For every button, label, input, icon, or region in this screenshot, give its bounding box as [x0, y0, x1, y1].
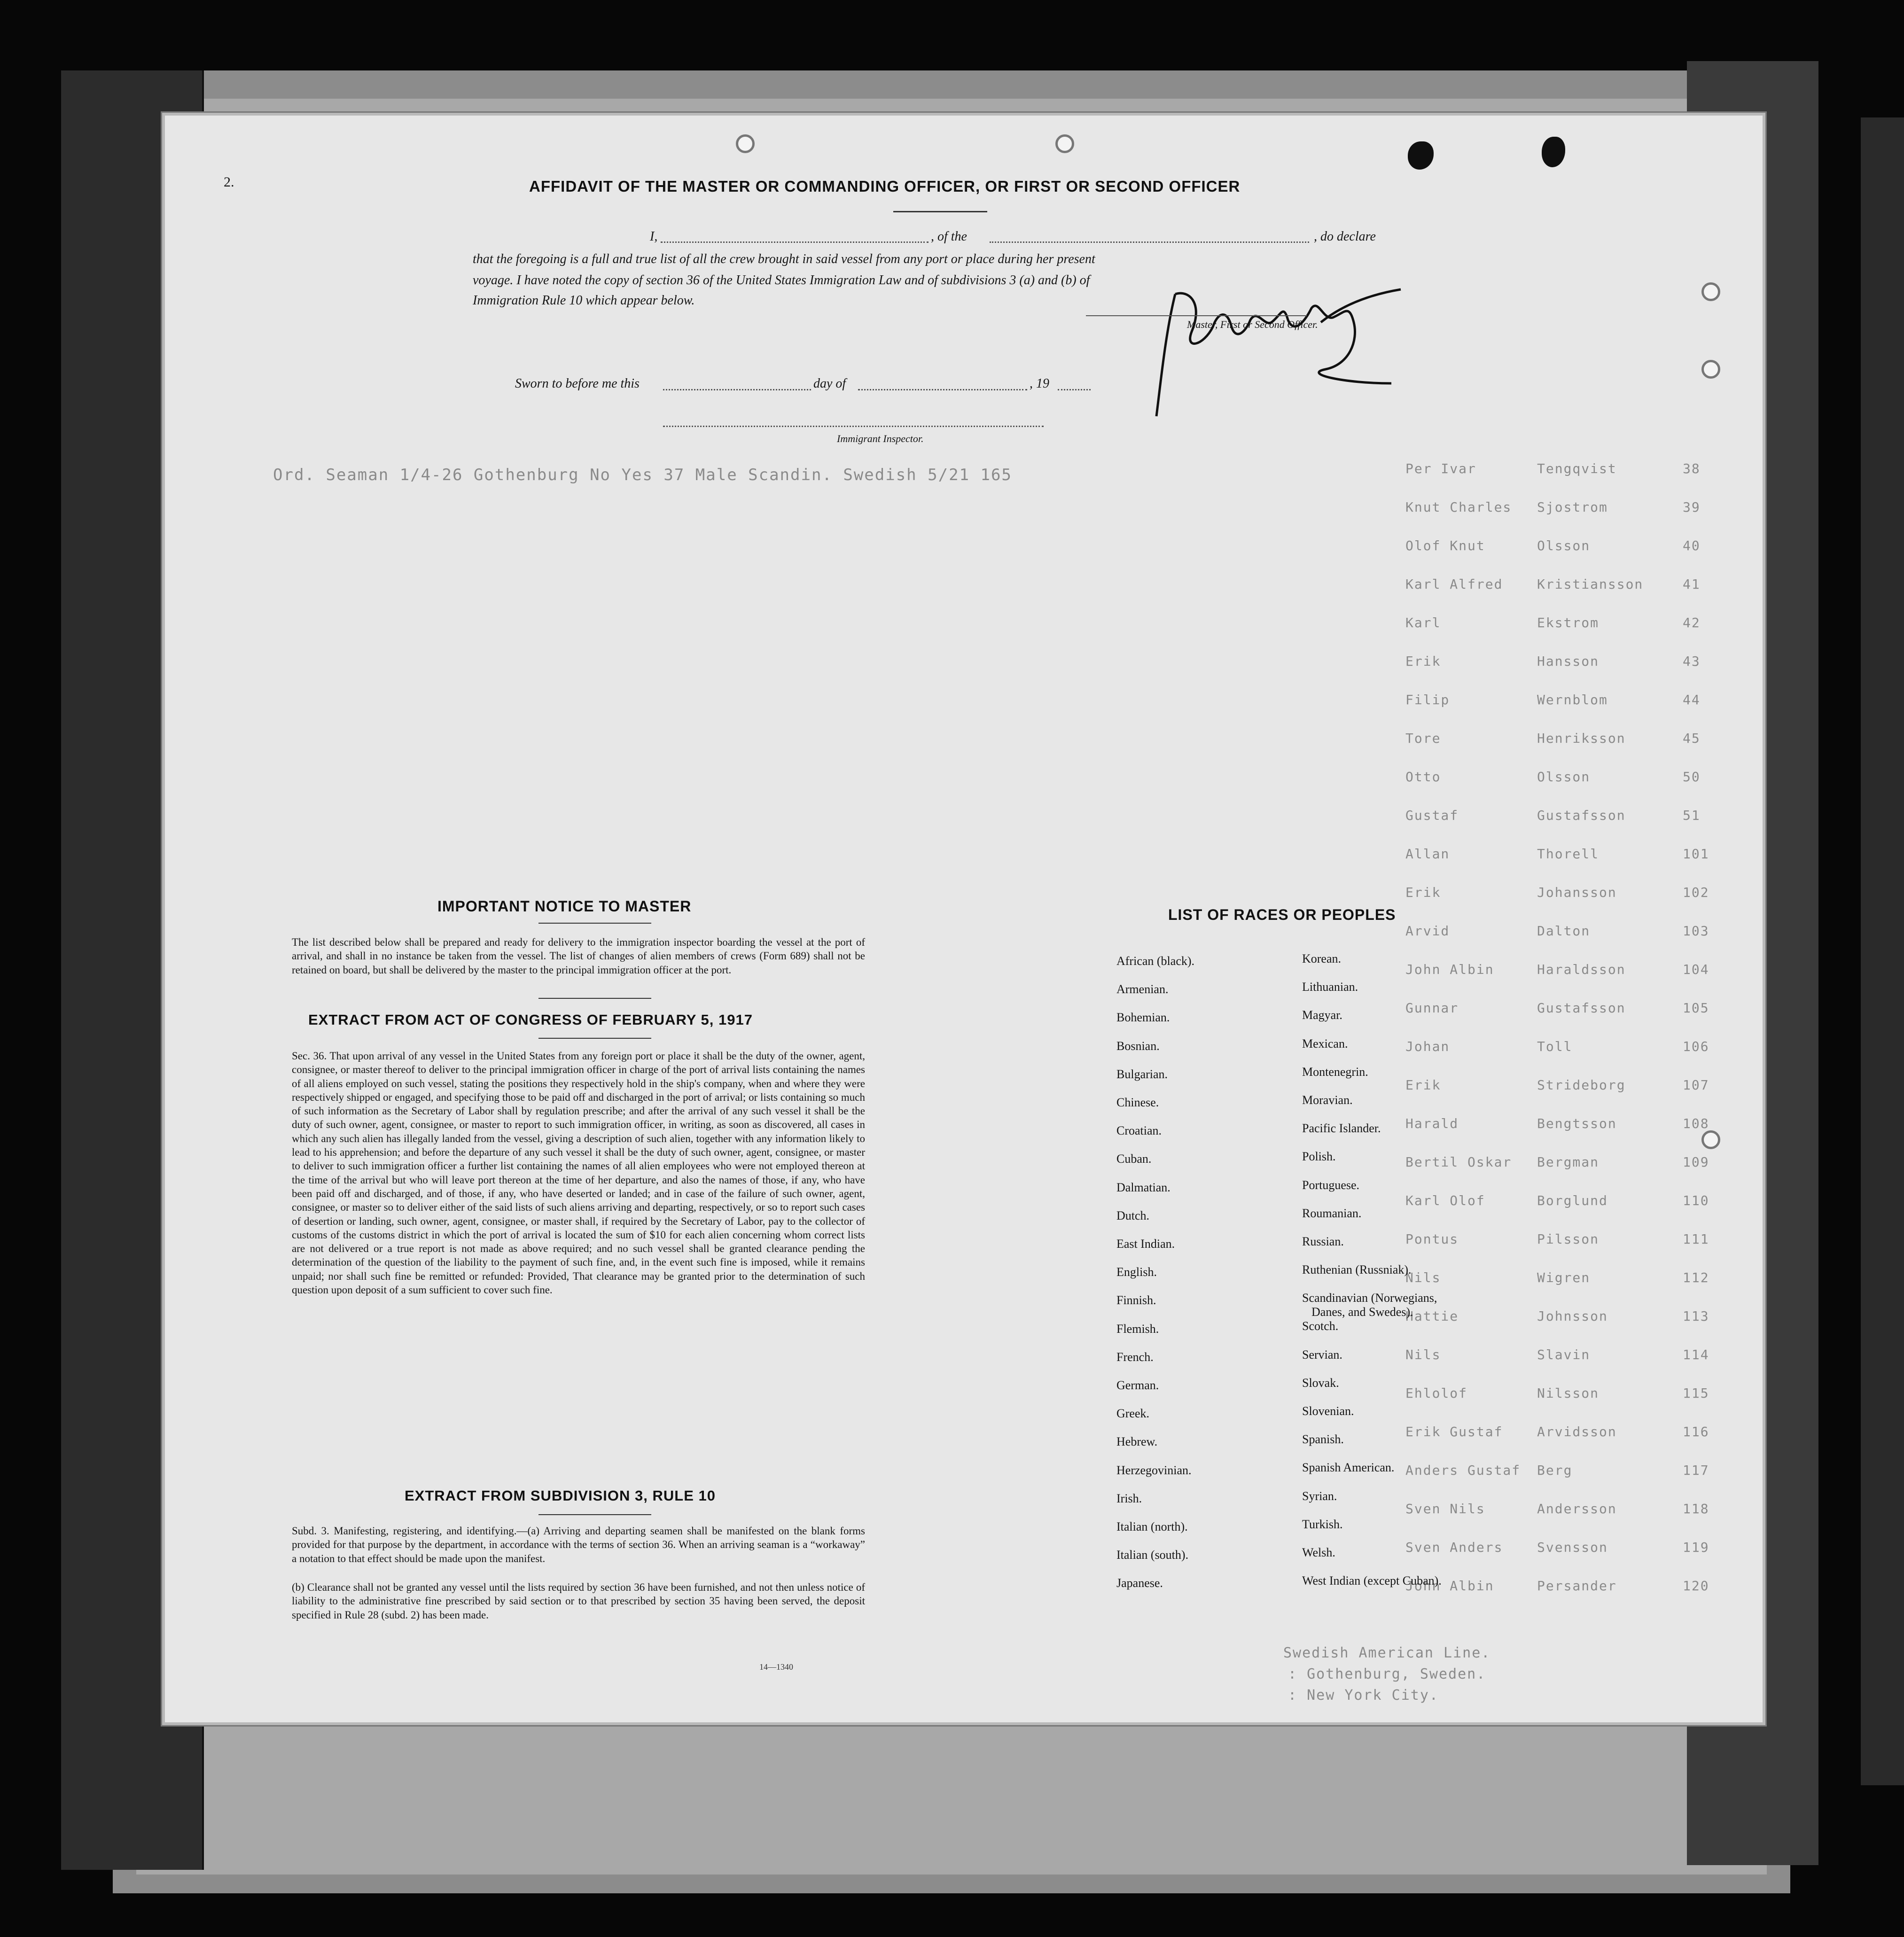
inspector-blank	[663, 426, 1044, 427]
race-item: Italian (north).	[1116, 1520, 1188, 1533]
name-blank	[661, 241, 929, 243]
race-item: Bosnian.	[1116, 1039, 1160, 1053]
master-signature	[1147, 275, 1410, 430]
bleed-through-surname: Ekstrom	[1537, 615, 1600, 630]
bleed-through-number: 40	[1683, 538, 1701, 553]
bleed-through-surname: Borglund	[1537, 1193, 1608, 1208]
affidavit-line2: that the foregoing is a full and true list of all the crew brought in said vessel from any port or place during her present	[473, 252, 1095, 266]
bleed-through-given-name: Sven Nils	[1405, 1501, 1485, 1517]
bleed-through-number: 115	[1683, 1385, 1709, 1401]
bleed-through-given-name: Olof Knut	[1405, 538, 1485, 553]
bleed-through-given-name: John Albin	[1405, 962, 1494, 977]
bleed-through-number: 114	[1683, 1347, 1709, 1362]
bleed-through-surname: Slavin	[1537, 1347, 1591, 1362]
bleed-through-surname: Sjostrom	[1537, 499, 1608, 515]
congress-rule	[538, 1038, 651, 1039]
bleed-through-surname: Johansson	[1537, 885, 1617, 900]
notice-title: IMPORTANT NOTICE TO MASTER	[437, 898, 692, 915]
bleed-through-number: 110	[1683, 1193, 1709, 1208]
race-item: Turkish.	[1302, 1517, 1343, 1531]
bleed-through-given-name: Ehlolof	[1405, 1385, 1468, 1401]
bleed-through-surname: Berg	[1537, 1462, 1573, 1478]
race-item: Russian.	[1302, 1235, 1344, 1248]
bleed-through-number: 107	[1683, 1077, 1709, 1093]
race-item: Roumanian.	[1302, 1206, 1362, 1220]
bleed-through-given-name: Gustaf	[1405, 808, 1459, 823]
bleed-through-given-name: Erik Gustaf	[1405, 1424, 1503, 1439]
bleed-through-surname: Olsson	[1537, 538, 1591, 553]
bleed-through-given-name: Harald	[1405, 1116, 1459, 1131]
bleed-through-surname: Andersson	[1537, 1501, 1617, 1517]
month-blank	[858, 389, 1027, 390]
bleed-through-given-name: Per Ivar	[1405, 461, 1476, 476]
bleed-through-surname: Wigren	[1537, 1270, 1591, 1285]
bleed-through-number: 43	[1683, 653, 1701, 669]
bleed-through-given-name: Nils	[1405, 1347, 1441, 1362]
race-item: Italian (south).	[1116, 1548, 1189, 1562]
bleed-through-number: 38	[1683, 461, 1701, 476]
race-item: Hebrew.	[1116, 1435, 1158, 1449]
bleed-through-given-name: Gunnar	[1405, 1000, 1459, 1016]
race-item: Montenegrin.	[1302, 1065, 1368, 1079]
race-item: Herzegovinian.	[1116, 1463, 1192, 1477]
bleed-through-number: 39	[1683, 499, 1701, 515]
year-blank	[1058, 389, 1091, 390]
congress-extract-title: EXTRACT FROM ACT OF CONGRESS OF FEBRUARY 5, 1917	[308, 1011, 753, 1028]
signature-line	[1086, 315, 1307, 316]
race-item: Pacific Islander.	[1302, 1121, 1381, 1136]
bleed-through-given-name: John Albin	[1405, 1578, 1494, 1594]
affidavit-declare: , do declare	[1314, 229, 1376, 244]
bleed-through-given-name: Arvid	[1405, 923, 1450, 939]
punch-hole	[1701, 1130, 1720, 1149]
race-item: Lithuanian.	[1302, 980, 1358, 994]
bleed-through-number: 106	[1683, 1039, 1709, 1054]
ink-blot	[1542, 137, 1565, 167]
punch-hole	[1055, 134, 1074, 153]
race-item: Polish.	[1302, 1150, 1336, 1164]
race-item: Spanish.	[1302, 1432, 1344, 1447]
bleed-through-given-name: Allan	[1405, 846, 1450, 862]
bleed-through-given-name: Filip	[1405, 692, 1450, 708]
race-item: Spanish American.	[1302, 1461, 1395, 1475]
signature-caption: Master, First or Second Officer.	[1187, 319, 1318, 330]
bleed-through-surname: Haraldsson	[1537, 962, 1626, 977]
race-item: Scotch.	[1302, 1319, 1339, 1333]
bleed-through-number: 45	[1683, 731, 1701, 746]
bleed-through-given-name: Johan	[1405, 1039, 1450, 1054]
bleed-through-surname: Gustafsson	[1537, 1000, 1626, 1016]
bleed-through-number: 41	[1683, 576, 1701, 592]
rule-extract-rule	[538, 1514, 651, 1515]
rule-extract-para-a: Subd. 3. Manifesting, registering, and identifying.—(a) Arriving and departing seamen shall be manifested on the blank forms provided for that purpose by the department, in accordance with the terms of section 36. When an arriving seaman is a “workaway” a notation to that effect should be made upon the manifest.	[292, 1525, 865, 1564]
affidavit-of-the: , of the	[931, 229, 967, 244]
race-item: Flemish.	[1116, 1322, 1159, 1336]
bleed-through-number: 112	[1683, 1270, 1709, 1285]
congress-extract-body: Sec. 36. That upon arrival of any vessel in the United States from any foreign port or place it shall be the duty of the owner, agent, consignee, or master thereof to deliver to the principal immigration officer in charge of the port of arrival lists containing the names of all aliens employed on such vessel, stating the positions they respectively hold in the ship's company, when and where they were respectively shipped or engaged, and specifying those to be paid off and discharged in the port of arrival; or lists containing so much of such information as the Secretary of Labor shall by regulation prescribe; and after the arrival of any such vessel it shall be the duty of such owner, agent, consignee, or master to report to such immigration officer, in writing, as soon as discovered, all cases in which any such alien has illegally landed from the vessel, giving a description of such alien, together with any information likely to lead to his apprehension; and before the departure of any such vessel it shall be the duty of such owner, agent, consignee, or master to deliver to such immigration officer a further list containing the names of all alien employees who were not employed thereon at the time of the arrival but who will leave port thereon at the time of her departure, and also the names of those, if any, who have been paid off and discharged, and of those, if any, who have deserted or landed; and in case of the failure of such owner, agent, consignee, or master so to deliver either of the said lists of such aliens arriving and departing, respectively, or so to report such cases of desertion or landing, such owner, agent, consignee, or master shall, if required by the Secretary of Labor, pay to the collector of customs of the customs district in which the port of arrival is located the sum of $10 for each alien concerning whom correct lists are not delivered or a true report is not made as above required; and no such vessel shall be granted clearance pending the determination of the question of the liability to the payment of such fine, and, in the event such fine is imposed, while it remains unpaid; nor shall such fine be remitted or refunded: Provided, That clearance may be granted prior to the determination of such question upon deposit of a sum sufficient to cover such fine.	[292, 1050, 865, 1296]
bleed-through-surname: Persander	[1537, 1578, 1617, 1594]
bleed-through-given-name: Erik	[1405, 1077, 1441, 1093]
bleed-through-given-name: Karl Alfred	[1405, 576, 1503, 592]
race-item: Armenian.	[1116, 982, 1169, 996]
sworn-day-of: day of	[813, 376, 846, 391]
bleed-through-number: 118	[1683, 1501, 1709, 1517]
notice-rule-bottom	[538, 998, 651, 999]
bleed-through-number: 109	[1683, 1154, 1709, 1170]
race-item: Syrian.	[1302, 1489, 1337, 1503]
day-blank	[663, 389, 811, 390]
bleed-through-surname: Hansson	[1537, 653, 1600, 669]
sworn-before: Sworn to before me this	[515, 376, 640, 391]
bleed-through-surname: Olsson	[1537, 769, 1591, 785]
bleed-through-surname: Strideborg	[1537, 1077, 1626, 1093]
bleed-through-line: : New York City.	[1288, 1687, 1439, 1704]
adjacent-page-edge	[1861, 117, 1904, 1785]
bleed-through-surname: Tengqvist	[1537, 461, 1617, 476]
bleed-through-surname: Thorell	[1537, 846, 1600, 862]
bleed-through-given-name: Karl Olof	[1405, 1193, 1485, 1208]
race-item: Bohemian.	[1116, 1011, 1170, 1025]
race-item: German.	[1116, 1378, 1159, 1392]
race-item: Ruthenian (Russniak).	[1302, 1263, 1412, 1277]
bleed-through-surname: Kristiansson	[1537, 576, 1644, 592]
bleed-through-given-name: Pontus	[1405, 1231, 1459, 1247]
bleed-through-given-name: Knut Charles	[1405, 499, 1512, 515]
manifest-page	[162, 113, 1765, 1725]
bleed-through-surname: Svensson	[1537, 1540, 1608, 1555]
race-item: Dutch.	[1116, 1208, 1150, 1222]
affidavit-title: AFFIDAVIT OF THE MASTER OR COMMANDING OFFICER, OR FIRST OR SECOND OFFICER	[529, 178, 1241, 195]
race-item: African (black).	[1116, 954, 1195, 968]
title-rule	[893, 211, 987, 212]
bleed-through-number: 103	[1683, 923, 1709, 939]
bleed-through-line: Swedish American Line.	[1283, 1645, 1491, 1661]
bleed-through-given-name: Otto	[1405, 769, 1441, 785]
bleed-through-number: 101	[1683, 846, 1709, 862]
bleed-through-surname: Nilsson	[1537, 1385, 1600, 1401]
race-item: Cuban.	[1116, 1152, 1152, 1166]
race-item: Slovak.	[1302, 1376, 1339, 1390]
bleed-through-line: : Gothenburg, Sweden.	[1288, 1666, 1486, 1682]
race-item: Magyar.	[1302, 1008, 1342, 1022]
bleed-through-number: 104	[1683, 962, 1709, 977]
bleed-through-number: 42	[1683, 615, 1701, 630]
affidavit-i: I,	[650, 229, 658, 244]
bleed-through-surname: Gustafsson	[1537, 808, 1626, 823]
inspector-caption: Immigrant Inspector.	[837, 433, 924, 444]
race-item: Moravian.	[1302, 1093, 1353, 1107]
bleed-through-given-name: Erik	[1405, 653, 1441, 669]
race-item: Finnish.	[1116, 1293, 1156, 1307]
rule-extract-title: EXTRACT FROM SUBDIVISION 3, RULE 10	[405, 1487, 716, 1504]
bleed-through-given-name: Nils	[1405, 1270, 1441, 1285]
race-item: Dalmatian.	[1116, 1180, 1170, 1194]
races-title: LIST OF RACES OR PEOPLES	[1168, 906, 1396, 923]
bleed-through-surname: Pilsson	[1537, 1231, 1600, 1247]
vessel-blank	[990, 241, 1309, 243]
race-item: Bulgarian.	[1116, 1067, 1168, 1081]
punch-hole	[1701, 360, 1720, 379]
race-item: Welsh.	[1302, 1546, 1335, 1559]
bleed-through-given-name: Erik	[1405, 885, 1441, 900]
affidavit-line3: voyage. I have noted the copy of section 36 of the United States Immigration Law and of subdivisions 3 (a) and (b) of	[473, 273, 1090, 288]
bleed-through-number: 113	[1683, 1308, 1709, 1324]
bleed-through-number: 50	[1683, 769, 1701, 785]
bleed-through-surname: Bengtsson	[1537, 1116, 1617, 1131]
bleed-through-given-name: Sven Anders	[1405, 1540, 1503, 1555]
bleed-through-number: 116	[1683, 1424, 1709, 1439]
bleed-through-surname: Henriksson	[1537, 731, 1626, 746]
race-item: Greek.	[1116, 1407, 1150, 1421]
punch-hole	[736, 134, 755, 153]
bleed-through-number: 119	[1683, 1540, 1709, 1555]
punch-hole	[1701, 282, 1720, 301]
bleed-through-surname: Johnsson	[1537, 1308, 1608, 1324]
race-item: West Indian (except Cuban).	[1302, 1574, 1442, 1588]
bleed-through-number: 111	[1683, 1231, 1709, 1247]
bleed-through-number: 102	[1683, 885, 1709, 900]
bleed-through-surname: Arvidsson	[1537, 1424, 1617, 1439]
bleed-through-given-name: Karl	[1405, 615, 1441, 630]
bleed-through-number: 117	[1683, 1462, 1709, 1478]
race-item: English.	[1116, 1265, 1157, 1279]
page-number: 2.	[224, 174, 234, 190]
bleed-through-given-name: Hattie	[1405, 1308, 1459, 1324]
bleed-through-given-name: Bertil Oskar	[1405, 1154, 1512, 1170]
race-item: Irish.	[1116, 1491, 1142, 1505]
race-item: East Indian.	[1116, 1237, 1175, 1251]
race-item: Danes, and Swedes).	[1311, 1305, 1413, 1319]
sworn-year: , 19	[1030, 376, 1049, 391]
bleed-through-given-name: Tore	[1405, 731, 1441, 746]
affidavit-line4: Immigration Rule 10 which appear below.	[473, 293, 695, 308]
rule-extract-para-b: (b) Clearance shall not be granted any vessel until the lists required by section 36 have been furnished, and not then unless notice of liability to the administrative fine prescribed by said section or to that prescribed by section 35 having been served, the deposit specified in Rule 28 (subd. 2) has been made.	[292, 1581, 865, 1621]
notice-rule	[538, 923, 651, 924]
bleed-through-number: 51	[1683, 808, 1701, 823]
bleed-through-number: 44	[1683, 692, 1701, 708]
bleed-through-given-name: Anders Gustaf	[1405, 1462, 1521, 1478]
race-item: Servian.	[1302, 1347, 1342, 1361]
bleed-through-number: 105	[1683, 1000, 1709, 1016]
ink-blot	[1408, 141, 1434, 170]
bleed-through-row: Ord. Seaman 1/4-26 Gothenburg No Yes 37 Male Scandin. Swedish 5/21 165	[273, 466, 1012, 484]
bleed-through-surname: Wernblom	[1537, 692, 1608, 708]
race-item: Slovenian.	[1302, 1404, 1354, 1418]
bleed-through-surname: Bergman	[1537, 1154, 1600, 1170]
notice-body: The list described below shall be prepared and ready for delivery to the immigration inspector boarding the vessel at the port of arrival, and shall in no instance be taken from the vessel. The list of changes of alien members of crews (Form 689) shall not be retained on board, but shall be delivered by the master to the principal immigration officer at the port.	[292, 936, 865, 976]
bleed-through-number: 120	[1683, 1578, 1709, 1594]
race-item: Croatian.	[1116, 1124, 1162, 1138]
race-item: Japanese.	[1116, 1576, 1163, 1590]
bleed-through-number: 108	[1683, 1116, 1709, 1131]
race-item: Mexican.	[1302, 1036, 1348, 1050]
race-item: Portuguese.	[1302, 1178, 1360, 1192]
bleed-through-surname: Toll	[1537, 1039, 1573, 1054]
form-number: 14—1340	[759, 1662, 793, 1672]
race-item: Scandinavian (Norwegians,	[1302, 1291, 1437, 1305]
race-item: Korean.	[1302, 952, 1342, 965]
race-item: Chinese.	[1116, 1096, 1159, 1109]
race-item: French.	[1116, 1350, 1154, 1364]
bleed-through-surname: Dalton	[1537, 923, 1591, 939]
